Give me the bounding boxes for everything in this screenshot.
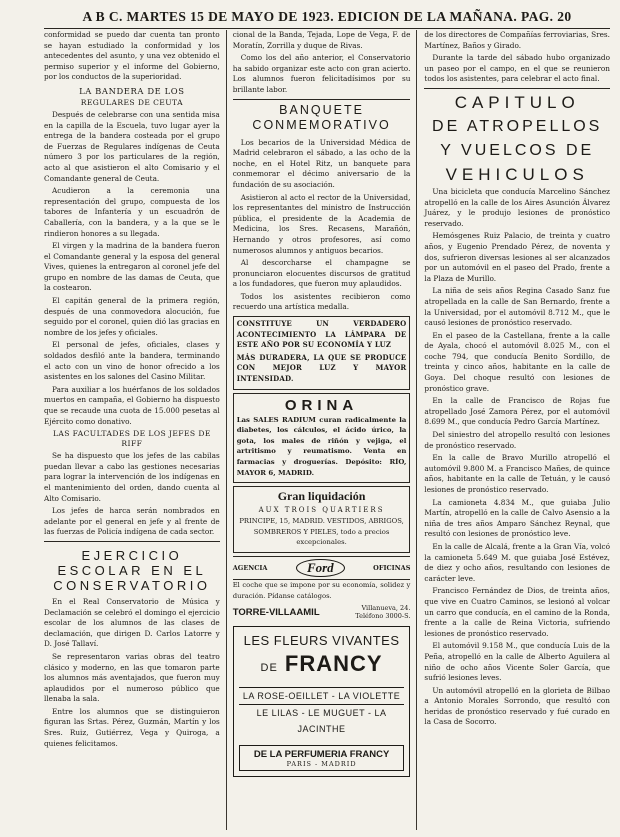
ad-subtitle: AUX TROIS QUARTIERS: [258, 506, 385, 515]
article-paragraph: Acudieron a la ceremonia una representación del grupo, compuesta de los tabores de Infantería y un escuadrón de Caballería, con la bandera, y a la que se le rindieron honores a su llegada.: [44, 186, 220, 238]
article-paragraph: El automóvil 9.158 M., que conducía Luis de la Peña, atropelló en la calle de Alberto Aguilera al niño de ocho años Vicente Soler García, que sufrió lesiones leves.: [424, 641, 610, 683]
ad-text: PRINCIPE, 15, MADRID. VESTIDOS, ABRIGOS, SOMBREROS Y PIELES, todo a precios excepcionales.: [239, 517, 404, 547]
divider: [44, 541, 220, 542]
article-paragraph: El virgen y la madrina de la bandera fueron el Comandante general y la esposa del general Vives, quienes la entregaron al coronel jefe del grupo en nombre de las damas de Ceuta, que la costearon.: [44, 241, 220, 293]
ad-store-cities: PARIS - MADRID: [286, 760, 357, 769]
ad-text: MÁS DURADERA, LA QUE SE PRODUCE CON MEJOR LUZ Y MAYOR INTENSIDAD.: [236, 352, 407, 384]
article-paragraph: Una bicicleta que conducía Marcelino Sánchez atropelló en la calle de los Aires Asunción Álvarez Juárez, y le produjo lesiones de pronóstico reservado.: [424, 186, 610, 228]
article-title-line: Y VUELCOS DE: [440, 141, 595, 159]
ad-text: CONSTITUYE UN VERDADERO ACONTECIMIENTO LA LÁMPARA DE ESTE AÑO POR SU ECONOMÍA Y LUZ: [236, 319, 407, 350]
article-paragraph: La camioneta 4.834 M., que guiaba Julio Martín, atropelló en la calle de Calvo Asensio a la niña de tres años Amparo Sánchez Reynal, que resultó con lesiones de pronóstico leve.: [424, 497, 610, 539]
article-paragraph: Durante la tarde del sábado hubo organizado un paseo por el campo, en el que se reunieron todos los asistentes, para celebrar el acto final.: [424, 53, 610, 84]
article-paragraph: En la calle de Francisco de Rojas fue atropellado José Zamora Pérez, por el automóvil 8.699 M., que conducía Pedro García Martínez.: [424, 396, 610, 427]
column-2: [227, 30, 418, 830]
ad-text: Las SALES RADIUM curan radicalmente la diabetes, los cálculos, el ácido úrico, la gota, los males de riñón y vejiga, el artritismo y reumatismo. Venta en farmacias y droguerías. Depósito: RÍO, MAYOR 6, MADRID.: [236, 415, 407, 477]
francy-perfume-advertisement: [233, 626, 411, 777]
article-paragraph: cional de la Banda, Tejada, Lope de Vega, F. de Moratín, Zorrilla y duque de Rivas.: [232, 30, 411, 50]
article-paragraph: En la calle de Alcalá, frente a la Gran Vía, volcó la camioneta 5.649 M. que guiaba José Estévez, de diez y ocho años, resultando con lesiones de carácter leve.: [424, 541, 610, 583]
orina-advertisement: [233, 393, 411, 484]
lamp-advertisement: [233, 316, 411, 390]
ford-advertisement: [233, 556, 411, 620]
divider: [233, 99, 411, 100]
article-paragraph: conformidad se puedo dar cuenta tan pronto se hayan estudiado la conformidad y los antecedentes del asunto, y una vez obtenido el permiso superior y el informe del Gobierno, por los conductos de la superioridad.: [44, 30, 220, 82]
ford-agency-label: AGENCIA: [232, 563, 268, 572]
section-subheading: REGULARES DE CEUTA: [80, 97, 183, 107]
ad-scents-line: LE LILAS - LE MUGUET - LA JACINTHE: [239, 704, 405, 737]
ad-store-box: [239, 745, 405, 771]
dealer-name: TORRE-VILLAAMIL: [232, 606, 320, 618]
article-paragraph: Como los del año anterior, el Conservatorio ha sabido organizar este acto con gran acierto. Los alumnos fueron felicitadísimos por su brillante labor.: [232, 53, 411, 94]
article-paragraph: Del siniestro del atropello resultó con lesiones de pronóstico reservado.: [424, 430, 610, 450]
ford-header: [233, 556, 411, 580]
column-1: [44, 30, 227, 830]
liquidation-advertisement: [233, 486, 411, 553]
article-paragraph: Un automóvil atropelló en la glorieta de Bilbao a Antonio Morales Sorrondo, que resultó con heridas de pronóstico reservado y fué curado en la Casa de Socorro.: [424, 685, 610, 727]
section-heading: LA BANDERA DE LOS: [79, 85, 185, 96]
article-paragraph: Los becarios de la Universidad Médica de Madrid celebraron el sábado, a las ocho de la noche, en el Hotel Ritz, un banquete para conmemorar el décimo aniversario de la fundación de su asociación.: [232, 137, 411, 189]
dealer-address: [355, 604, 410, 620]
article-paragraph: Para auxiliar a los huérfanos de los soldados muertos en campaña, el Gobierno ha dispuesto que se recaude una cuota de 15.000 pesetas al Ejército como donativo.: [44, 384, 220, 426]
article-paragraph: Todos los asistentes recibieron como recuerdo una artística medalla.: [232, 291, 411, 312]
ad-brand-name: FRANCY: [284, 651, 383, 677]
article-paragraph: El capitán general de la primera región, después de una conmovedora alocución, fue seguido por el coronel, quien dió las gracias en nombre de los jefes y oficiales.: [44, 296, 220, 337]
article-title: [44, 548, 220, 593]
page-header: A B C. MARTES 15 DE MAYO DE 1923. EDICION DE LA MAÑANA. PAG. 20: [44, 6, 610, 29]
ad-text: El coche que se impone por su economía, solidez y duración. Pídanse catálogos.: [232, 580, 411, 600]
dealer-address-line: Villanueva, 24.: [361, 604, 411, 613]
article-paragraph: Los jefes de harca serán nombrados en adelante por el general en jefe y al frente de las fuerzas de Policía indígena de cada sector.: [44, 506, 220, 537]
article-title-line: VEHICULOS: [445, 164, 589, 184]
torre-villaamil: [233, 604, 411, 620]
ad-scents-line: LA ROSE-OEILLET - LA VIOLETTE: [239, 687, 405, 704]
article-title-line: DE ATROPELLOS: [432, 117, 603, 135]
article-paragraph: En la calle de Bravo Murillo atropelló el automóvil 9.800 M. a Francisco Mañes, de quince años, habitante en la calle de Tetuán, y le causó lesiones de pronóstico reservado.: [424, 453, 610, 494]
article-paragraph: de los directores de Compañías ferroviarias, Sres. Martínez, Baños y Girado.: [424, 30, 610, 50]
article-paragraph: La niña de seis años Regina Casado Sanz fue atropellada en la calle de San Bernardo, frente a la Universidad, por el automóvil 8.712 M., que le causó lesiones de pronóstico reservado.: [424, 286, 610, 328]
article-title-line: CAPITULO: [454, 92, 580, 112]
article-paragraph: Al descorcharse el champagne se pronunciaron elocuentes discursos de gratitud a los fundadores, que fueron muy aplaudidos.: [232, 258, 411, 289]
article-paragraph: Francisco Fernández de Dios, de treinta años, que vive en Cuatro Caminos, se lesionó al volcar un carro que conducía, en el camino de la Ronda, frente a la calle de Reina Victoria, sufriendo lesiones de pronóstico reservado.: [424, 586, 610, 638]
ad-headline: LES FLEURS VIVANTES: [243, 633, 400, 649]
title-line: ESCOLAR EN EL: [57, 562, 207, 578]
title-line: EJERCICIO: [81, 547, 183, 563]
ad-brand-prefix: DE: [260, 662, 278, 675]
article-paragraph: El personal de jefes, oficiales, clases y soldados desfiló ante la bandera, terminando el acto con un vino de honor ofrecido a los asistentes en los salones del Casino Militar.: [44, 340, 220, 382]
article-paragraph: En el paseo de la Castellana, frente a la calle de Ayala, chocó el automóvil 8.025 M., con el coche 794, que conducía Benito Sordillo, de treinta y cinco años, habitante en la calle de Goya. Del choque resultó con lesiones de pronóstico grave.: [424, 330, 610, 393]
ad-title: ORINA: [284, 396, 359, 414]
article-paragraph: Después de celebrarse con una sentida misa en la capilla de la Escuela, tuvo lugar ayer la entrega de la bandera costeada por el grupo de Fuerzas de Regulares indígenas de Ceuta número 3 por los particulares de la región, acto al que asistieron el alto Comisario y el Comandante general de Ceuta.: [44, 109, 220, 183]
article-paragraph: Asistieron al acto el rector de la Universidad, los representantes del ministro de Instrucción pública, el presidente de la Academia de Medicina, los Sres. Recasens, Marañón, Hernando y otros profesores, así como numerosos alumnos y antiguos becarios.: [232, 192, 411, 255]
ad-store-name: DE LA PERFUMERIA FRANCY: [253, 749, 390, 761]
title-line: CONSERVATORIO: [53, 577, 211, 593]
article-paragraph: Entre los alumnos que se distinguieron figuran las Srtas. Pérez, Guzmán, Martín y los Sres. Ruiz, Gutiérrez, Vega y Quiroga, a quienes felicitamos.: [44, 706, 220, 748]
article-paragraph: Se representaron varias obras del teatro clásico y moderno, en las que tomaron parte los alumnos más aventajados, que fueron muy aplaudidos por el numeroso público que llenaba la sala.: [44, 651, 220, 704]
article-paragraph: Hemósgenes Ruiz Palacio, de treinta y cuatro años, y Eugenio Prendado Pérez, de noventa y dos, sufrieron diversas lesiones al ser alcanzados por un automóvil en el paseo del Prado, frente a la Plaza de Murillo.: [424, 231, 610, 283]
article-paragraph: Se ha dispuesto que los jefes de las cabilas puedan llevar a cabo las gestiones necesarias para lograr la intervención de los indígenas en el mantenimiento del orden, dando cuenta al Alto Comisario.: [44, 451, 220, 503]
column-3: [417, 30, 610, 830]
columns: [44, 30, 610, 830]
article-title: BANQUETE CONMEMORATIVO: [252, 102, 391, 132]
article-paragraph: En el Real Conservatorio de Música y Declamación se celebró el domingo el ejercicio escolar de los alumnos de las clases de declamación, que dirigen D. Carlos Latorre y D. José Tallaví.: [44, 596, 220, 649]
ford-logo: Ford: [296, 559, 345, 577]
divider: [424, 88, 610, 89]
dealer-phone: Teléfono 3000-S.: [355, 612, 411, 621]
ad-title: Gran liquidación: [277, 489, 366, 504]
ad-brand: [239, 651, 405, 681]
section-heading: LAS FACULTADES DE LOS JEFES DE RIFF: [52, 429, 211, 449]
ford-offices-label: OFICINAS: [373, 563, 411, 572]
